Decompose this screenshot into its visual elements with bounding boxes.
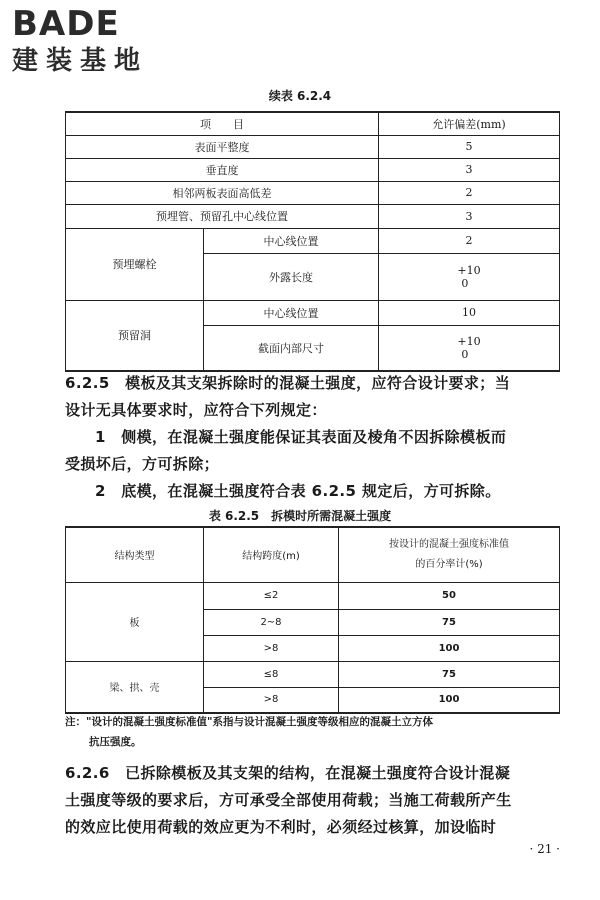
row-value: 5 (379, 135, 560, 158)
clause-line: 设计无具体要求时，应符合下列规定： (65, 401, 327, 419)
table-row (66, 204, 560, 228)
clause-line: 土强度等级的要求后，方可承受全部使用荷载；当施工荷载所产生 (65, 791, 512, 809)
lower-deviation: 0 (461, 276, 469, 290)
table2-caption: 表 6.2.5 拆模时所需混凝土强度 (208, 509, 392, 523)
row-percentage: 75 (339, 661, 560, 687)
note-line: 注："设计的混凝土强度标准值"系指与设计混凝土强度等级相应的混凝土立方体 (65, 716, 433, 728)
upper-deviation: +10 (457, 334, 481, 348)
row-span: 2~8 (204, 609, 339, 635)
group-name: 梁、拱、壳 (66, 661, 204, 713)
row-item: 外露长度 (204, 253, 379, 300)
column-header-percentage (339, 527, 560, 582)
column-header-item: 项 目 (66, 112, 379, 135)
tolerance-table (65, 111, 560, 372)
group-name: 预留洞 (66, 300, 204, 371)
row-span: ≤2 (204, 582, 339, 609)
logo-mark: BADE (12, 4, 120, 44)
table-row (66, 661, 560, 687)
row-span: >8 (204, 635, 339, 661)
table-header-row (66, 112, 560, 135)
clause-6-2-5 (65, 370, 565, 505)
row-item: 中心线位置 (204, 228, 379, 253)
row-percentage: 100 (339, 687, 560, 713)
row-span: ≤8 (204, 661, 339, 687)
clause-line: 2 底模，在混凝土强度符合表 6.2.5 规定后，方可拆除。 (95, 482, 501, 500)
row-percentage: 50 (339, 582, 560, 609)
upper-deviation: +10 (457, 263, 481, 277)
row-value: 3 (379, 204, 560, 228)
column-header-span: 结构跨度(m) (204, 527, 339, 582)
group-name: 预埋螺栓 (66, 228, 204, 300)
row-percentage: 100 (339, 635, 560, 661)
group-name: 板 (66, 582, 204, 661)
row-item: 截面内部尺寸 (204, 325, 379, 371)
row-item: 中心线位置 (204, 300, 379, 325)
logo (12, 6, 182, 76)
logo-subtitle: 建装基地 (12, 46, 149, 76)
clause-6-2-6 (65, 760, 565, 841)
column-header-structure-type: 结构类型 (66, 527, 204, 582)
column-header-tolerance: 允许偏差(mm) (379, 112, 560, 135)
table-row (66, 300, 560, 325)
row-item: 垂直度 (66, 158, 379, 181)
row-value: 10 (379, 300, 560, 325)
header-line: 的百分率计(%) (415, 558, 483, 570)
table-row (66, 181, 560, 204)
clause-line: 6.2.5 模板及其支架拆除时的混凝土强度，应符合设计要求；当 (65, 374, 511, 392)
clause-line: 1 侧模，在混凝土强度能保证其表面及棱角不因拆除模板而 (95, 428, 507, 446)
table1-caption: 续表 6.2.4 (268, 89, 332, 103)
table-note (65, 712, 565, 752)
row-value-range (379, 253, 560, 300)
lower-deviation: 0 (461, 347, 469, 361)
strength-table (65, 526, 560, 714)
header-line: 按设计的混凝土强度标准值 (389, 538, 509, 550)
table-row (66, 135, 560, 158)
row-item: 相邻两板表面高低差 (66, 181, 379, 204)
row-percentage: 75 (339, 609, 560, 635)
clause-line: 6.2.6 已拆除模板及其支架的结构，在混凝土强度符合设计混凝 (65, 764, 511, 782)
row-item: 预埋管、预留孔中心线位置 (66, 204, 379, 228)
clause-line: 受损坏后，方可拆除； (65, 455, 220, 473)
table-header-row (66, 527, 560, 582)
row-value: 2 (379, 228, 560, 253)
note-line: 抗压强度。 (89, 736, 142, 748)
table-row (66, 158, 560, 181)
row-item: 表面平整度 (66, 135, 379, 158)
row-span: >8 (204, 687, 339, 713)
clause-line: 的效应比使用荷载的效应更为不利时，必须经过核算，加设临时 (65, 818, 497, 836)
table-row (66, 582, 560, 609)
row-value: 3 (379, 158, 560, 181)
table-row (66, 228, 560, 253)
row-value: 2 (379, 181, 560, 204)
page-number: · 21 · (529, 842, 560, 856)
row-value-range (379, 325, 560, 371)
